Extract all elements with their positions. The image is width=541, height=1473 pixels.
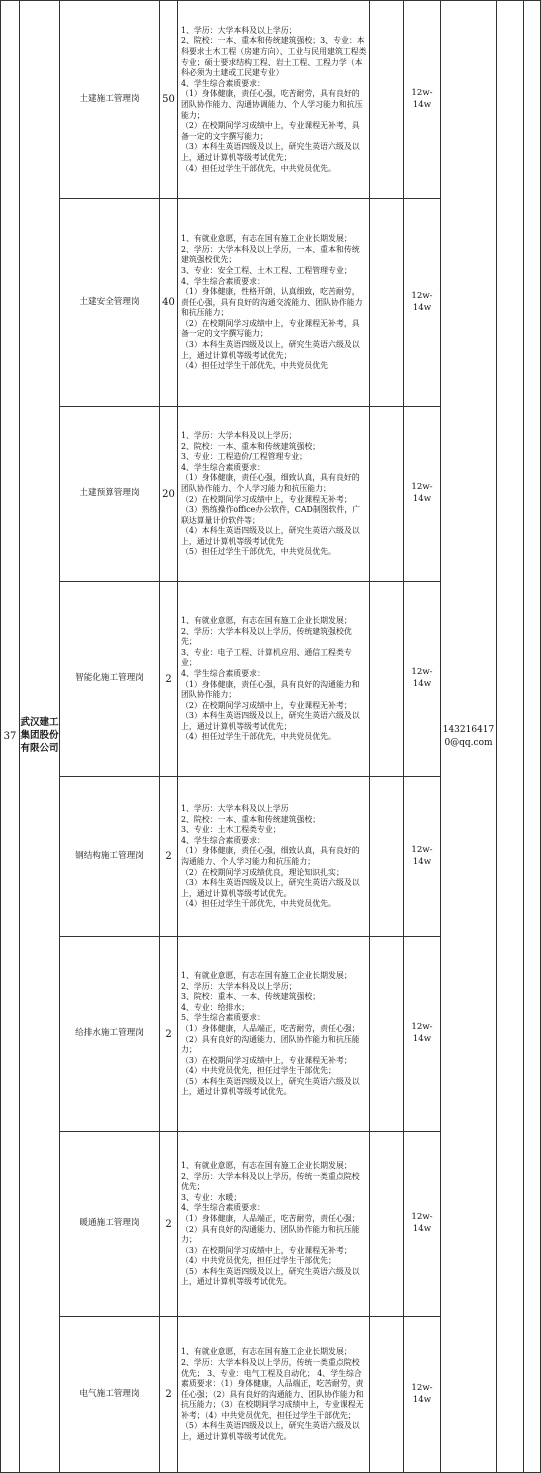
salary-range: 12w-14w xyxy=(411,87,433,110)
empty-cell xyxy=(524,1,541,1473)
empty-cell xyxy=(370,407,404,582)
salary-cell xyxy=(404,1132,441,1317)
salary-cell xyxy=(404,582,441,777)
requirement-line: 4、学生综合素质要求： xyxy=(181,276,265,286)
requirements-cell xyxy=(178,777,370,937)
position-title: 电气施工管理岗 xyxy=(60,1317,160,1473)
requirement-line: 1、学历：大学本科及以上学历； xyxy=(181,430,297,440)
requirements-cell xyxy=(178,199,370,407)
requirement-line: 4、专业：给排水； xyxy=(181,1002,250,1012)
salary-cell xyxy=(404,1,441,199)
requirement-line: 2、学历：大学本科及以上学历，一本、重本和传统建筑强校优先； xyxy=(181,244,360,265)
requirement-line: 1、学历：大学本科及以上学历； xyxy=(181,25,297,35)
requirement-line: （3）本科生英语四级及以上，研究生英语六级及以上，通过计算机等级考试优先。 xyxy=(181,878,360,898)
salary-range: 12w-14w xyxy=(411,1212,433,1234)
position-count: 2 xyxy=(160,1317,178,1473)
requirement-line: 2、院校：一本、重本和传统建筑强校；3、专业：本科要求土木工程（房建方向）、工业与民用建筑工程类专业；硕士要求结构工程、岩土工程、工程力学（本科必须为土建或工民建专业） xyxy=(181,36,367,78)
requirement-line: （2）在校期间学习成绩中上，专业课程无补考，具备一定的文字撰写能力； xyxy=(181,121,360,141)
requirement-line: 1、有就业意愿，有志在国有施工企业长期发展； xyxy=(181,234,352,244)
requirement-line: （4）中共党员优先，担任过学生干部优先； xyxy=(181,1066,336,1076)
requirements-cell xyxy=(178,1132,370,1317)
position-title: 钢结构施工管理岗 xyxy=(60,777,160,937)
requirement-line: 3、专业：安全工程、土木工程、工程管理专业； xyxy=(181,265,352,275)
requirement-line: 1、有就业意愿，有志在国有施工企业长期发展； 2、学历：大学本科及以上学历，传统一类重点院校优先； 3、专业：电气工程及自动化； 4、学生综合素质要求：（1）身体健康，人品端正，吃苦耐劳，责任心强；（2）具有良好的沟通能力、团队协作能力和抗压能力；（3）在校期间学习成绩中上，专业课程无补考；（4）中共党员优先，担任过学生干部优先；（5）本科生英语四级及以上，研究生英语六级及以上，通过计算机等级考试优先。 xyxy=(181,1347,364,1442)
requirements-cell xyxy=(178,407,370,582)
requirement-line: 2、院校：一本、重本和传统建筑强校； xyxy=(181,441,321,451)
requirement-line: （5）本科生英语四级及以上，研究生英语六级及以上，通过计算机等级考试优先。 xyxy=(181,1076,360,1097)
requirements-text xyxy=(178,1160,369,1288)
table-body xyxy=(1,1,541,1473)
empty-cell xyxy=(370,1132,404,1317)
requirement-line: （3）熟练操作office办公软件，CAD制图软件，广联达算量计价软件等； xyxy=(181,505,361,525)
position-title: 土建预算管理岗 xyxy=(60,407,160,582)
salary-cell xyxy=(404,1317,441,1473)
requirement-line: （2）在校期间学习成绩中上，专业课程无补考，具备一定的文字撰写能力； xyxy=(181,318,360,339)
requirement-line: （2）在校期间学习成绩优良，理论知识扎实； xyxy=(181,867,344,877)
requirement-line: （5）本科生英语四级及以上，研究生英语六级及以上，通过计算机等级考试优先。 xyxy=(181,1266,360,1287)
requirement-line: 3、专业：水暖； xyxy=(181,1192,242,1202)
requirement-line: 3、院校：重本、一本、传统建筑强校； xyxy=(181,992,321,1002)
empty-cell xyxy=(370,937,404,1132)
salary-range: 12w-14w xyxy=(411,667,433,689)
requirements-text xyxy=(178,1346,369,1442)
requirements-text xyxy=(178,970,369,1098)
contact-email: 143216417 0@qq.com xyxy=(441,1,497,1473)
requirement-line: （1）身体健康，责任心强，吃苦耐劳，具有良好的团队协作能力、沟通协调能力、个人学习能力和抗压能力； xyxy=(181,89,363,120)
requirement-line: （3）本科生英语四级及以上，研究生英语六级及以上，通过计算机等级考试优先； xyxy=(181,711,360,731)
requirements-cell xyxy=(178,937,370,1132)
position-title: 暖通施工管理岗 xyxy=(60,1132,160,1317)
salary-cell xyxy=(404,407,441,582)
empty-cell xyxy=(370,1317,404,1473)
empty-cell xyxy=(370,582,404,777)
requirement-line: （2）具有良好的沟通能力、团队协作能力和抗压能力； xyxy=(181,1034,360,1055)
salary-range: 12w-14w xyxy=(411,290,433,313)
salary-range: 12w-14w xyxy=(411,844,433,867)
requirement-line: 1、有就业意愿，有志在国有施工企业长期发展； xyxy=(181,1160,352,1170)
requirement-line: （4）本科生英语四级及以上，研究生英语六级及以上，通过计算机等级考试优先 xyxy=(181,526,360,546)
company-name: 武汉建工集团股份有限公司 xyxy=(20,1,60,1473)
requirement-line: 2、学历：大学本科及以上学历，传统建筑强校优先； xyxy=(181,626,352,647)
position-count: 2 xyxy=(160,1132,178,1317)
position-title: 给排水施工管理岗 xyxy=(60,937,160,1132)
requirements-cell xyxy=(178,582,370,777)
empty-cell xyxy=(497,1,524,1473)
requirement-line: （3）在校期间学习成绩中上，专业课程无补考； xyxy=(181,1245,352,1255)
requirement-line: 4、学生综合素质要求： xyxy=(181,835,265,845)
table-row xyxy=(1,1,541,199)
position-count: 20 xyxy=(160,407,178,582)
requirement-line: （2）在校期间学习成绩中上，专业课程无补考； xyxy=(181,700,352,710)
position-title: 智能化施工管理岗 xyxy=(60,582,160,777)
requirement-line: 4、学生综合素质要求： xyxy=(181,668,265,678)
empty-cell xyxy=(370,1,404,199)
requirement-line: （1）身体健康，人品端正，吃苦耐劳，责任心强； xyxy=(181,1023,360,1033)
requirement-line: （5）担任过学生干部优先，中共党员优先。 xyxy=(181,547,336,557)
requirement-line: 3、专业：土木工程类专业； xyxy=(181,825,281,835)
requirements-cell xyxy=(178,1317,370,1473)
requirement-line: （4）担任过学生干部优先，中共党员优先。 xyxy=(181,163,336,173)
requirements-text xyxy=(178,615,369,743)
requirement-line: （4）担任过学生干部优先，中共党员优先 xyxy=(181,361,329,371)
requirements-text xyxy=(178,803,369,910)
requirement-line: 4、学生综合素质要求： xyxy=(181,78,265,88)
requirements-text xyxy=(178,430,369,558)
requirement-line: （2）在校期间学习成绩中上，专业课程无补考； xyxy=(181,494,352,504)
requirement-line: （1）身体健康，责任心强，具有良好的沟通能力和团队协作能力； xyxy=(181,679,360,700)
position-count: 2 xyxy=(160,777,178,937)
requirement-line: 1、有就业意愿，有志在国有施工企业长期发展； xyxy=(181,970,352,980)
requirement-line: （2）具有良好的沟通能力、团队协作能力和抗压能力； xyxy=(181,1224,360,1245)
requirements-cell xyxy=(178,1,370,199)
requirement-line: 2、院校：一本、重本和传统建筑强校； xyxy=(181,814,321,824)
requirement-line: （1）身体健康，责任心强，细致认真，具有良好的团队协作能力、个人学习能力和抗压能力； xyxy=(181,473,360,493)
salary-cell xyxy=(404,937,441,1132)
salary-cell xyxy=(404,777,441,937)
requirement-line: 1、学历：大学本科及以上学历 xyxy=(181,804,289,814)
requirement-line: 1、有就业意愿，有志在国有施工企业长期发展； xyxy=(181,615,352,625)
position-title: 土建施工管理岗 xyxy=(60,1,160,199)
requirement-line: （4）中共党员优先，担任过学生干部优先； xyxy=(181,1256,336,1266)
requirements-text xyxy=(178,233,369,372)
requirement-line: 2、学历：大学本科及以上学历，传统一类重点院校优先； xyxy=(181,1171,360,1192)
salary-range: 12w-14w xyxy=(411,482,433,504)
row-number: 37 xyxy=(1,1,20,1473)
requirement-line: 3、专业：电子工程、计算机应用、通信工程类专业； xyxy=(181,647,352,668)
requirement-line: 4、学生综合素质要求： xyxy=(181,462,265,472)
position-title: 土建安全管理岗 xyxy=(60,199,160,407)
salary-range: 12w-14w xyxy=(411,1022,433,1044)
requirement-line: 5、学生综合素质要求： xyxy=(181,1013,265,1023)
position-count: 2 xyxy=(160,582,178,777)
requirement-line: （1）身体健康，责任心强，细致认真，具有良好的沟通能力、个人学习能力和抗压能力； xyxy=(181,846,360,866)
requirement-line: （1）身体健康，性格开朗，认真细致，吃苦耐劳，责任心强，具有良好的沟通交流能力、团队协作能力和抗压能力； xyxy=(181,287,363,318)
salary-cell xyxy=(404,199,441,407)
requirement-line: （4）担任过学生干部优先，中共党员优先。 xyxy=(181,732,336,742)
requirement-line: （3）本科生英语四级及以上，研究生英语六级及以上，通过计算机等级考试优先； xyxy=(181,340,360,360)
empty-cell xyxy=(370,199,404,407)
salary-range: 12w-14w xyxy=(411,1382,433,1405)
requirement-line: 3、专业：工程造价/工程管理专业； xyxy=(181,452,308,462)
position-count: 50 xyxy=(160,1,178,199)
requirement-line: （4）担任过学生干部优先，中共党员优先。 xyxy=(181,899,336,909)
requirements-text xyxy=(178,25,369,174)
empty-cell xyxy=(370,777,404,937)
position-count: 40 xyxy=(160,199,178,407)
requirement-line: （3）在校期间学习成绩中上，专业课程无补考； xyxy=(181,1055,352,1065)
requirement-line: （1）身体健康，人品端正，吃苦耐劳，责任心强； xyxy=(181,1213,360,1223)
position-count: 2 xyxy=(160,937,178,1132)
requirement-line: （3）本科生英语四级及以上，研究生英语六级及以上，通过计算机等级考试优先； xyxy=(181,142,360,162)
requirement-line: 4、学生综合素质要求： xyxy=(181,1203,265,1213)
requirement-line: 2、学历：大学本科及以上学历； xyxy=(181,981,297,991)
